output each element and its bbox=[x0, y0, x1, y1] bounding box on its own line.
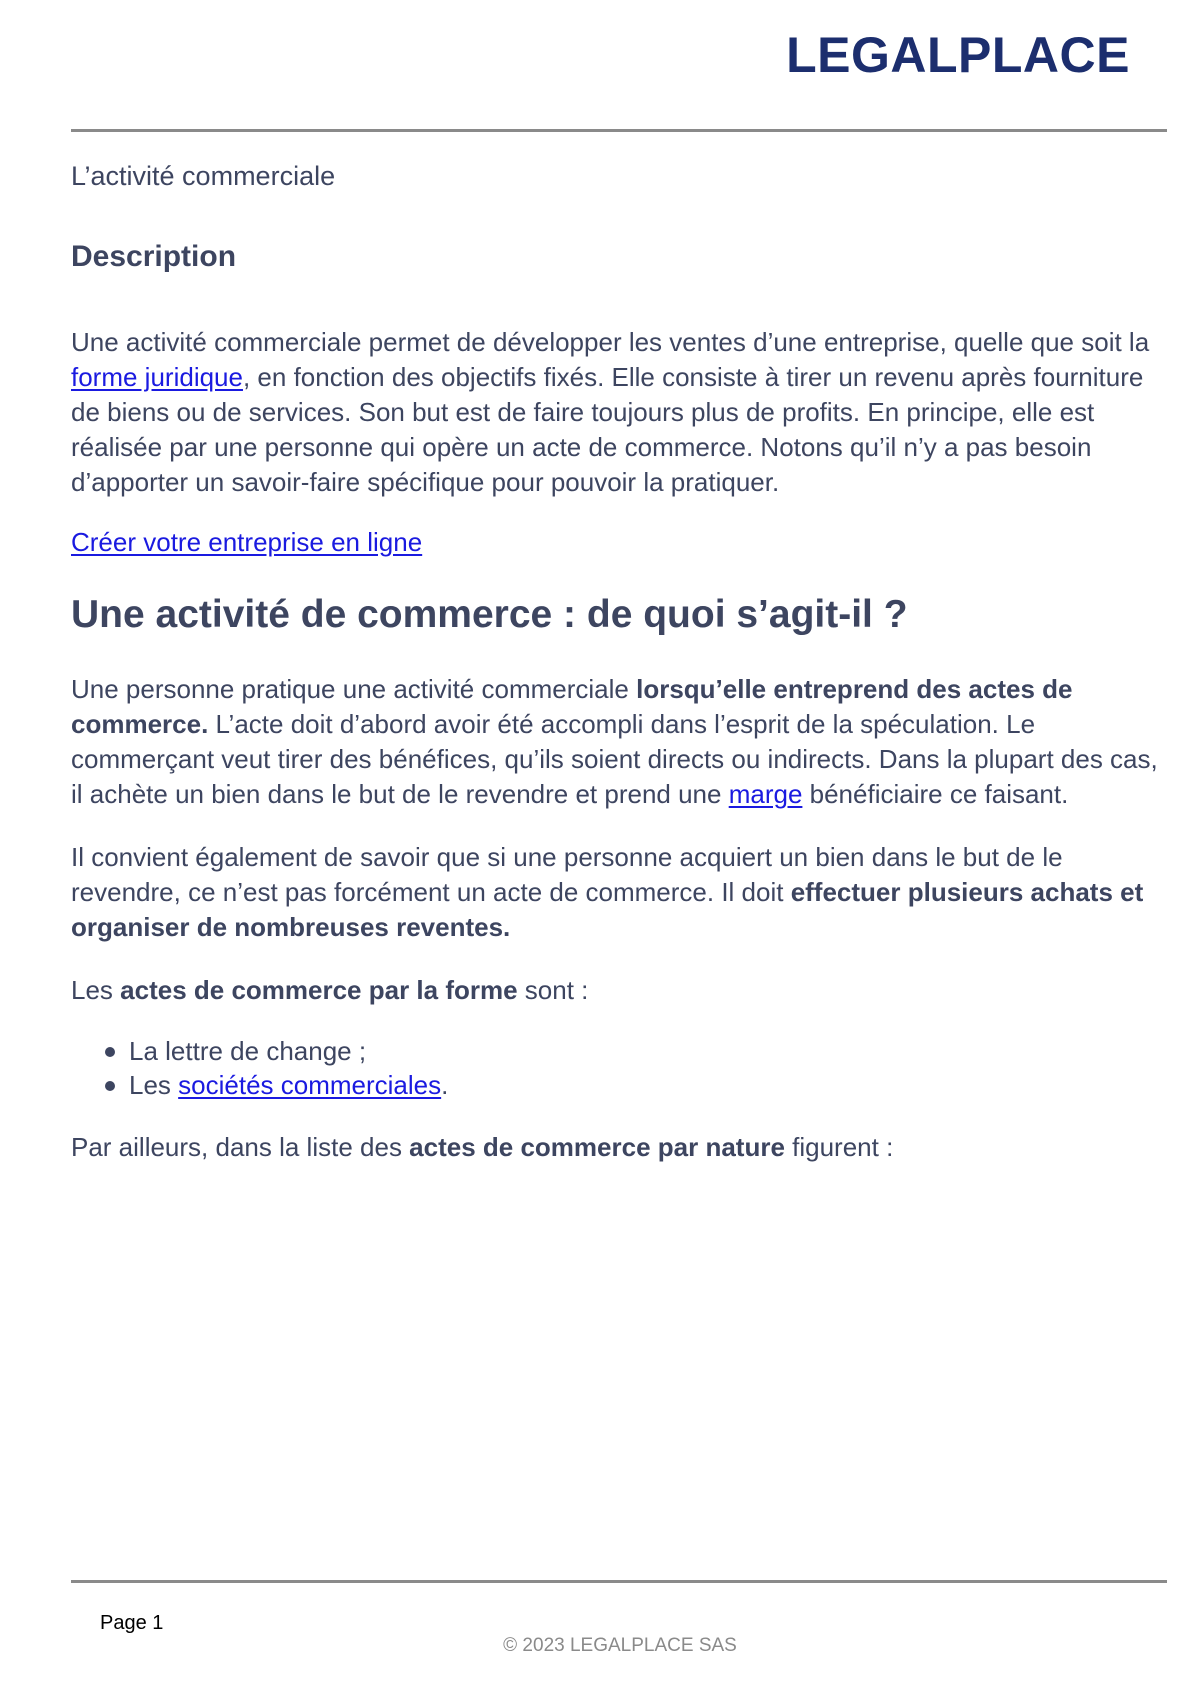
paragraph-conditions bbox=[71, 840, 1171, 945]
para2-bold: effectuer plusieurs achats et organiser de nombreuses reventes. bbox=[71, 877, 1144, 942]
copyright-notice: © 2023 LEGALPLACE SAS bbox=[503, 1635, 737, 1656]
para1-text-1: Une personne pratique une activité commerciale bbox=[71, 674, 637, 704]
para1-bold: lorsqu’elle entreprend des actes de commerce. bbox=[71, 674, 1073, 739]
paragraph-forme bbox=[71, 973, 1171, 1008]
intro-paragraph bbox=[71, 325, 1171, 500]
bullet-icon bbox=[105, 1081, 115, 1091]
header-divider bbox=[71, 129, 1167, 132]
list-item-text: La lettre de change ; bbox=[129, 1036, 367, 1066]
paragraph-definition bbox=[71, 672, 1171, 812]
bullet-list bbox=[71, 1034, 1171, 1102]
list-item-prefix: Les bbox=[129, 1070, 179, 1100]
page-number: Page 1 bbox=[100, 1612, 164, 1634]
cta-paragraph bbox=[71, 525, 1171, 560]
legalplace-logo: LEGALPLACE bbox=[786, 27, 1130, 83]
para1-text-2: L’acte doit d’abord avoir été accompli dans l’esprit de la spéculation. Le commerçant veut tirer des bénéfices, qu’ils soient directs ou indirects. Dans la plupart des cas, il achète un bien dans le but de le revendre et prend une bbox=[71, 709, 1158, 809]
para2-text-1: Il convient également de savoir que si une personne acquiert un bien dans le but de le revendre, ce n’est pas forcément un acte de commerce. Il doit bbox=[71, 842, 1063, 907]
marge-link[interactable]: marge bbox=[728, 779, 803, 809]
para3-bold: actes de commerce par la forme bbox=[120, 975, 518, 1005]
para4-text-2: figurent : bbox=[784, 1132, 894, 1162]
footer-divider bbox=[71, 1580, 1167, 1583]
forme-juridique-link[interactable]: forme juridique bbox=[71, 362, 243, 392]
create-company-link[interactable]: Créer votre entreprise en ligne bbox=[71, 527, 423, 557]
document-title: L’activité commerciale bbox=[71, 161, 336, 191]
para4-bold: actes de commerce par nature bbox=[409, 1132, 785, 1162]
para3-text-2: sont : bbox=[517, 975, 589, 1005]
list-item-suffix: . bbox=[441, 1070, 449, 1100]
main-heading: Une activité de commerce : de quoi s’agit-il ? bbox=[71, 593, 908, 636]
para1-text-3: bénéficiaire ce faisant. bbox=[802, 779, 1069, 809]
intro-text-2: , en fonction des objectifs fixés. Elle consiste à tirer un revenu après fourniture de biens ou de services. Son but est de faire toujours plus de profits. En principe, elle est réalisée par une personne qui opère un acte de commerce. Notons qu’il n’y a pas besoin d’apporter un savoir-faire spécifique pour pouvoir la pratiquer. bbox=[71, 362, 1144, 497]
intro-text-1: Une activité commerciale permet de développer les ventes d’une entreprise, quelle que soit la bbox=[71, 327, 1150, 357]
description-heading: Description bbox=[71, 240, 237, 273]
list-item bbox=[105, 1068, 1171, 1102]
document-body bbox=[71, 158, 1171, 1165]
para3-text-1: Les bbox=[71, 975, 121, 1005]
bullet-icon bbox=[105, 1047, 115, 1057]
societes-commerciales-link[interactable]: sociétés commerciales bbox=[178, 1070, 442, 1100]
para4-text-1: Par ailleurs, dans la liste des bbox=[71, 1132, 410, 1162]
list-item bbox=[105, 1034, 1171, 1068]
paragraph-nature bbox=[71, 1130, 1171, 1165]
